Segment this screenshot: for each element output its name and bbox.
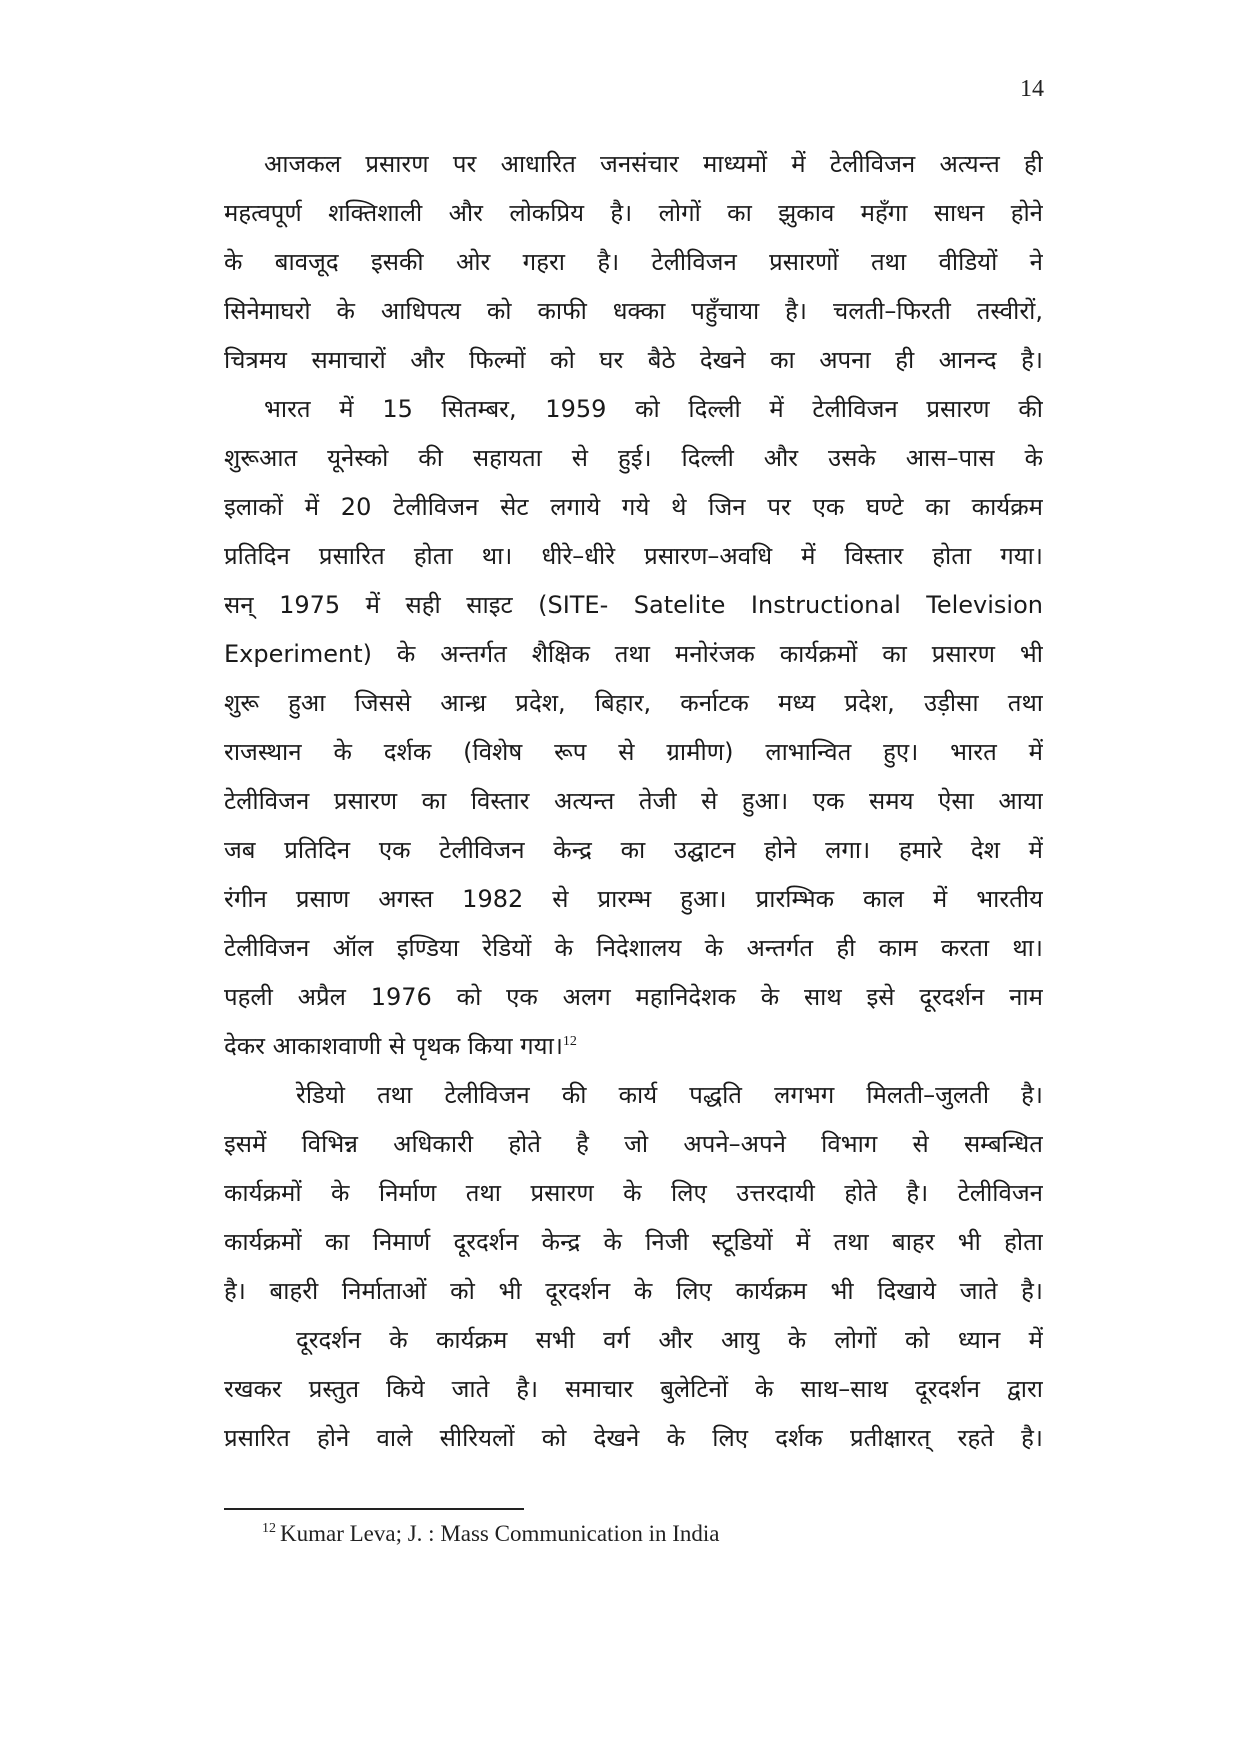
text-line xyxy=(224,1218,1043,1267)
text-line-content: शुरू हुआ जिससे आन्ध्र प्रदेश, बिहार, कर्नाटक मध्य प्रदेश, उड़ीसा तथा xyxy=(224,689,1043,717)
text-line xyxy=(224,189,1043,238)
text-line-content: सन् 1975 में सही साइट (SITE- Satelite Instructional Television xyxy=(224,591,1043,619)
text-line xyxy=(224,1169,1043,1218)
text-line xyxy=(224,630,1043,679)
text-line xyxy=(224,385,1043,434)
text-line-content: इलाकों में 20 टेलीविजन सेट लगाये गये थे जिन पर एक घण्टे का कार्यक्रम xyxy=(224,493,1043,521)
footnote-text: Kumar Leva; J. : Mass Communication in India xyxy=(280,1521,720,1546)
text-line xyxy=(224,826,1043,875)
text-line xyxy=(224,679,1043,728)
text-line xyxy=(224,581,1043,630)
text-line-content: शुरूआत यूनेस्को की सहायता से हुई। दिल्ली और उसके आस–पास के xyxy=(224,444,1043,472)
text-line xyxy=(224,1267,1043,1316)
text-line-content: रखकर प्रस्तुत किये जाते है। समाचार बुलेटिनों के साथ–साथ दूरदर्शन द्वारा xyxy=(224,1375,1043,1403)
footnote-rule xyxy=(224,1508,524,1510)
text-line-content: राजस्थान के दर्शक (विशेष रूप से ग्रामीण) लाभान्वित हुए। भारत में xyxy=(224,738,1043,766)
text-line xyxy=(224,238,1043,287)
text-line xyxy=(224,875,1043,924)
text-line xyxy=(224,336,1043,385)
text-line-content: कार्यक्रमों का निमार्ण दूरदर्शन केन्द्र के निजी स्टूडियों में तथा बाहर भी होता xyxy=(224,1228,1043,1256)
text-line xyxy=(224,1414,1043,1463)
footnote xyxy=(262,1521,719,1547)
text-line-content: टेलीविजन प्रसारण का विस्तार अत्यन्त तेजी से हुआ। एक समय ऐसा आया xyxy=(224,787,1043,815)
text-line xyxy=(224,1120,1043,1169)
text-line-content: कार्यक्रमों के निर्माण तथा प्रसारण के लिए उत्तरदायी होते है। टेलीविजन xyxy=(224,1179,1043,1207)
body-text xyxy=(224,140,1043,1463)
footnote-reference: 12 xyxy=(562,1034,577,1049)
text-line-content: देकर आकाशवाणी से पृथक किया गया। xyxy=(224,1032,563,1060)
text-line-content: दूरदर्शन के कार्यक्रम सभी वर्ग और आयु के लोगों को ध्यान में xyxy=(296,1326,1043,1354)
text-line-content: इसमें विभिन्न अधिकारी होते है जो अपने–अपने विभाग से सम्बन्धित xyxy=(224,1130,1043,1158)
text-line xyxy=(224,287,1043,336)
text-line-content: चित्रमय समाचारों और फिल्मों को घर बैठे देखने का अपना ही आनन्द है। xyxy=(224,346,1043,374)
text-line-content: सिनेमाघरो के आधिपत्य को काफी धक्का पहुँचाया है। चलती–फिरती तस्वीरों, xyxy=(224,297,1043,325)
text-line-content: आजकल प्रसारण पर आधारित जनसंचार माध्यमों में टेलीविजन अत्यन्त ही xyxy=(264,150,1043,178)
text-line xyxy=(224,728,1043,777)
text-line-content: के बावजूद इसकी ओर गहरा है। टेलीविजन प्रसारणों तथा वीडियों ने xyxy=(224,248,1043,276)
text-line xyxy=(224,1022,1043,1071)
page-number: 14 xyxy=(1020,76,1044,102)
text-line xyxy=(224,140,1043,189)
text-line xyxy=(224,777,1043,826)
text-line-content: जब प्रतिदिन एक टेलीविजन केन्द्र का उद्घाटन होने लगा। हमारे देश में xyxy=(224,836,1043,864)
text-line xyxy=(224,1365,1043,1414)
text-line-content: पहली अप्रैल 1976 को एक अलग महानिदेशक के साथ इसे दूरदर्शन नाम xyxy=(224,983,1043,1011)
text-line xyxy=(224,1071,1043,1120)
text-line-content: है। बाहरी निर्माताओं को भी दूरदर्शन के लिए कार्यक्रम भी दिखाये जाते है। xyxy=(224,1277,1043,1305)
text-line xyxy=(224,532,1043,581)
text-line-content: Experiment) के अन्तर्गत शैक्षिक तथा मनोरंजक कार्यक्रमों का प्रसारण भी xyxy=(224,640,1043,668)
text-line-content: रेडियो तथा टेलीविजन की कार्य पद्धति लगभग मिलती–जुलती है। xyxy=(296,1081,1043,1109)
text-line-content: प्रतिदिन प्रसारित होता था। धीरे–धीरे प्रसारण–अवधि में विस्तार होता गया। xyxy=(224,542,1043,570)
text-line-content: भारत में 15 सितम्बर, 1959 को दिल्ली में टेलीविजन प्रसारण की xyxy=(264,395,1043,423)
text-line xyxy=(224,924,1043,973)
text-line xyxy=(224,973,1043,1022)
text-line xyxy=(224,1316,1043,1365)
text-line-content: टेलीविजन ऑल इण्डिया रेडियों के निदेशालय के अन्तर्गत ही काम करता था। xyxy=(224,934,1043,962)
text-line xyxy=(224,434,1043,483)
footnote-marker: 12 xyxy=(262,1521,276,1537)
text-line-content: महत्वपूर्ण शक्तिशाली और लोकप्रिय है। लोगों का झुकाव महँगा साधन होने xyxy=(224,199,1043,227)
text-line xyxy=(224,483,1043,532)
text-line-content: प्रसारित होने वाले सीरियलों को देखने के लिए दर्शक प्रतीक्षारत् रहते है। xyxy=(224,1424,1043,1452)
text-line-content: रंगीन प्रसाण अगस्त 1982 से प्रारम्भ हुआ। प्रारम्भिक काल में भारतीय xyxy=(224,885,1043,913)
